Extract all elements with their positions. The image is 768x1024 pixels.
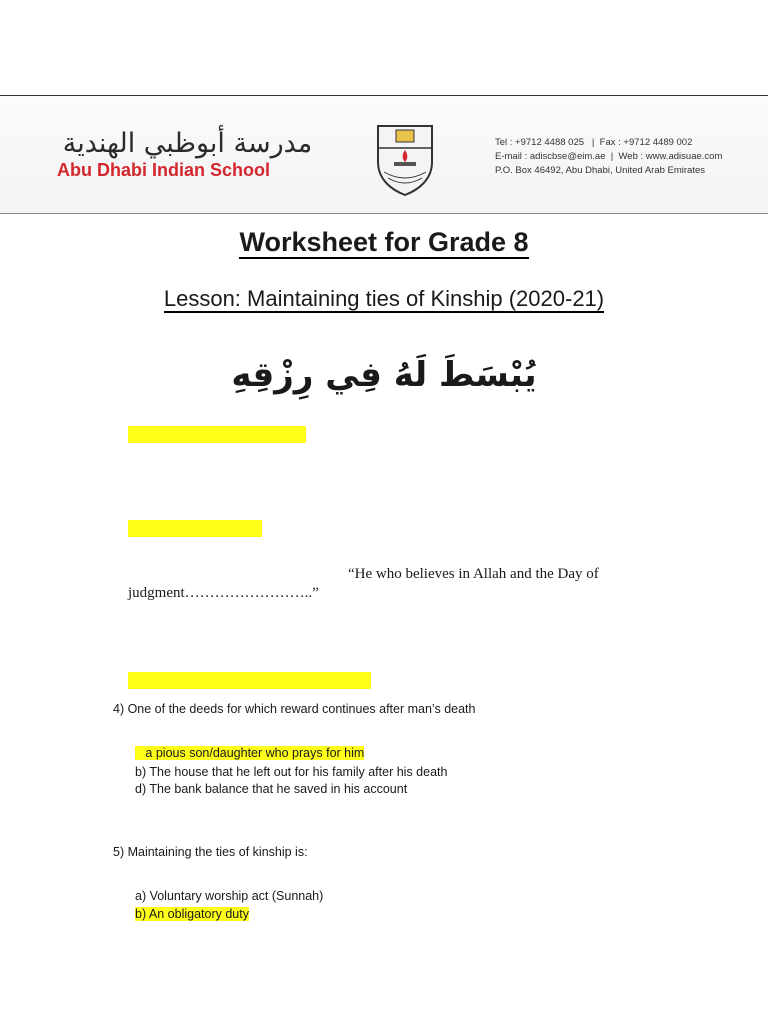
arabic-verse: يُبْسَطَ لَهُ فِي رِزْقِهِ: [231, 355, 537, 395]
school-crest-icon: [370, 122, 440, 197]
question-4-option-b: b) The house that he left out for his family after his death: [135, 765, 448, 779]
contact-info: [495, 136, 722, 178]
hadith-quote-line1: “He who believes in Allah and the Day of: [348, 566, 599, 582]
highlight-bar: [128, 426, 306, 443]
question-4-answer-highlighted: a pious son/daughter who prays for him: [135, 746, 364, 760]
contact-address: P.O. Box 46492, Abu Dhabi, United Arab Emirates: [495, 165, 706, 176]
header-bottom-divider: [0, 213, 768, 214]
worksheet-title: Worksheet for Grade 8: [239, 227, 529, 257]
question-4-option-d: d) The bank balance that he saved in his account: [135, 782, 408, 796]
highlight-bar: [128, 520, 262, 537]
school-name-english: Abu Dhabi Indian School: [57, 160, 270, 180]
contact-email-web: E-mail : adiscbse@eim.ae | Web : www.adisuae.com: [495, 151, 723, 162]
question-4: 4) One of the deeds for which reward continues after man’s death: [113, 702, 476, 716]
highlight-bar: [128, 672, 371, 689]
question-5-option-a: a) Voluntary worship act (Sunnah): [135, 889, 324, 903]
contact-phone-fax: Tel : +9712 4488 025 | Fax : +9712 4489 002: [495, 137, 693, 148]
header-top-divider: [0, 95, 768, 96]
hadith-quote-line2: judgment……………………..”: [128, 585, 319, 601]
lesson-title: Lesson: Maintaining ties of Kinship (2020-21): [163, 286, 605, 311]
school-name-arabic: مدرسة أبوظبي الهندية: [62, 128, 313, 159]
question-5: 5) Maintaining the ties of kinship is:: [113, 845, 308, 859]
question-5-answer-highlighted: b) An obligatory duty: [135, 907, 249, 921]
